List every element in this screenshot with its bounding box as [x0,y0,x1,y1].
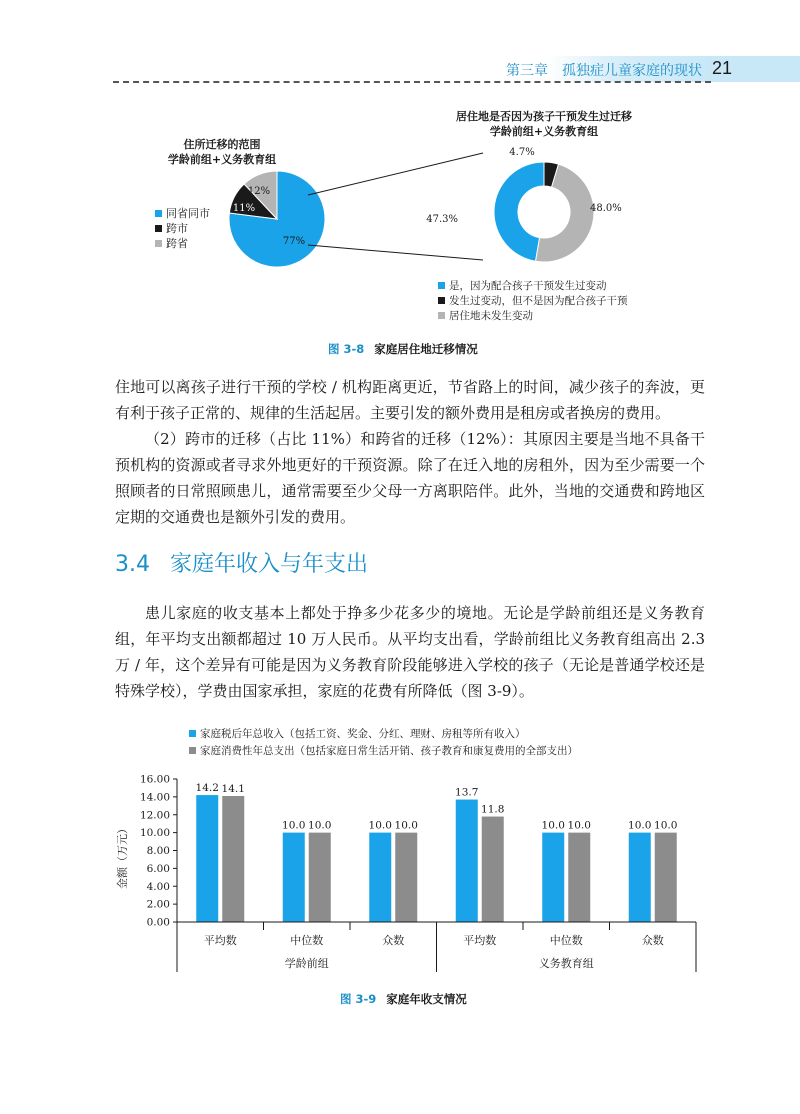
legend-label-cross-province: 跨省 [166,237,188,250]
x-tick-label: 众数 [382,934,405,947]
x-tick-label: 众数 [641,934,664,947]
legend-swatch-expense [189,747,196,754]
legend-swatch-income [189,730,196,737]
figure-3-8-caption [328,341,478,357]
y-tick-label: 2.00 [146,898,170,911]
connector-line-top [308,153,483,195]
legend-swatch-cross-province [155,240,162,247]
bar-data-label: 14.2 [195,782,219,795]
x-tick-label: 平均数 [203,934,237,947]
legend-label-income: 家庭税后年总收入（包括工资、奖金、分红、理财、房租等所有收入） [200,728,526,740]
x-tick-label: 中位数 [549,934,583,947]
bar-income [283,833,305,922]
pie-subtitle: 学龄前组+义务教育组 [167,153,277,166]
pie-data-label: 11% [232,203,256,214]
donut-data-label: 4.7% [509,147,535,158]
pie-data-label: 77% [282,236,306,247]
bar-expense [309,833,331,922]
legend-label-same-city: 同省同市 [166,207,210,220]
running-header [0,56,800,82]
header-divider [113,81,711,83]
bar-income [369,833,391,922]
bar-expense [568,833,590,922]
legend-swatch-moved-for-intervention [438,282,445,289]
connector-line-bottom [308,245,483,260]
section-number: 3.4 [115,552,150,577]
figure-3-8 [110,100,710,345]
legend-swatch-same-city [155,210,162,217]
pie-data-label: 12% [247,186,271,197]
bar-income [542,833,564,922]
legend-swatch-moved-other-reason [438,297,445,304]
x-group-label: 学龄前组 [284,957,329,970]
pie-legend [155,206,210,250]
bar-data-label: 13.7 [455,786,479,799]
figure-3-8-title: 家庭居住地迁移情况 [374,342,478,356]
section-heading [115,547,368,578]
donut-subtitle: 学龄前组+义务教育组 [489,125,599,138]
donut-slice-moved-for-intervention [494,162,544,261]
chapter-title: 第三章 孤独症儿童家庭的现状 [506,63,702,79]
legend-swatch-not-moved [438,312,445,319]
donut-data-label: 47.3% [426,214,458,225]
legend-swatch-cross-city [155,225,162,232]
y-tick-label: 14.00 [139,791,170,804]
donut-title: 居住地是否因为孩子干预发生过迁移 [456,110,632,123]
y-tick-label: 4.00 [146,880,170,893]
y-tick-label: 10.00 [139,827,170,840]
y-tick-label: 6.00 [146,862,170,875]
donut-chart [494,162,594,262]
page-number: 21 [712,58,733,78]
pie-chart [229,171,325,267]
bar-series [196,782,678,922]
legend-label-not-moved: 居住地未发生变动 [449,310,533,322]
bar-expense [482,817,504,922]
bar-expense [655,833,677,922]
legend-label-moved-other-reason: 发生过变动，但不是因为配合孩子干预 [449,295,628,307]
x-tick-label: 中位数 [290,934,324,947]
legend-label-cross-city: 跨市 [166,222,188,235]
figure-3-9-title: 家庭年收支情况 [386,992,467,1006]
bar-income [196,795,218,922]
bar-expense [395,833,417,922]
bar-data-label: 10.0 [654,819,678,832]
figure-3-9 [108,718,708,980]
body-paragraph-3: 患儿家庭的收支基本上都处于挣多少花多少的境地。无论是学龄前组还是义务教育组，年平均支出额都超过 10 万人民币。从平均支出看，学龄前组比义务教育组高出 2.3 万 / 年，这个差异有可能是因为义务教育阶段能够进入学校的孩子（无论是普通学校还是特殊学校），学费由国家承担，家庭的花费有所降低（图 3-9）。 [115,604,705,700]
figure-3-9-number: 图 3-9 [340,992,377,1006]
bar-data-label: 10.0 [308,819,332,832]
pie-title: 住所迁移的范围 [183,138,261,151]
x-axis [177,922,696,972]
x-tick-label: 平均数 [463,934,497,947]
bar-expense [222,796,244,922]
y-tick-label: 12.00 [139,809,170,822]
bar-data-label: 10.0 [282,819,306,832]
legend-label-moved-for-intervention: 是，因为配合孩子干预发生过变动 [449,280,607,292]
bar-income [629,833,651,922]
donut-legend [438,279,628,322]
y-axis [140,774,177,929]
y-axis-label: 金额（万元） [116,823,129,889]
bar-data-label: 10.0 [628,819,652,832]
bar-income [456,800,478,922]
figure-3-9-caption [340,991,467,1007]
bar-data-label: 10.0 [541,819,565,832]
x-group-label: 义务教育组 [538,957,594,970]
bar-data-label: 11.8 [481,803,505,816]
bar-data-label: 10.0 [394,819,418,832]
legend-label-expense: 家庭消费性年总支出（包括家庭日常生活开销、孩子教育和康复费用的全部支出） [200,745,578,757]
y-tick-label: 8.00 [146,845,170,857]
section-title: 家庭年收入与年支出 [170,552,369,577]
bar-data-label: 14.1 [221,782,245,795]
body-paragraph-1: 住地可以离孩子进行干预的学校 / 机构距离更近，节省路上的时间，减少孩子的奔波，更有利于孩子正常的、规律的生活起居。主要引发的额外费用是租房或者换房的费用。 [115,378,705,422]
donut-data-label: 48.0% [590,203,622,214]
bar-legend [189,727,578,757]
bar-data-label: 10.0 [567,819,591,832]
body-paragraph-2: （2）跨市的迁移（占比 11%）和跨省的迁移（12%）：其原因主要是当地不具备干预机构的资源或者寻求外地更好的干预资源。除了在迁入地的房租外，因为至少需要一个照顾者的日常照顾患儿，通常需要至少父母一方离职陪伴。此外，当地的交通费和跨地区定期的交通费也是额外引发的费用。 [115,430,705,526]
bar-data-label: 10.0 [368,819,392,832]
y-tick-label: 0.00 [146,916,170,929]
y-tick-label: 16.00 [139,773,170,786]
figure-3-8-number: 图 3-8 [328,342,365,356]
